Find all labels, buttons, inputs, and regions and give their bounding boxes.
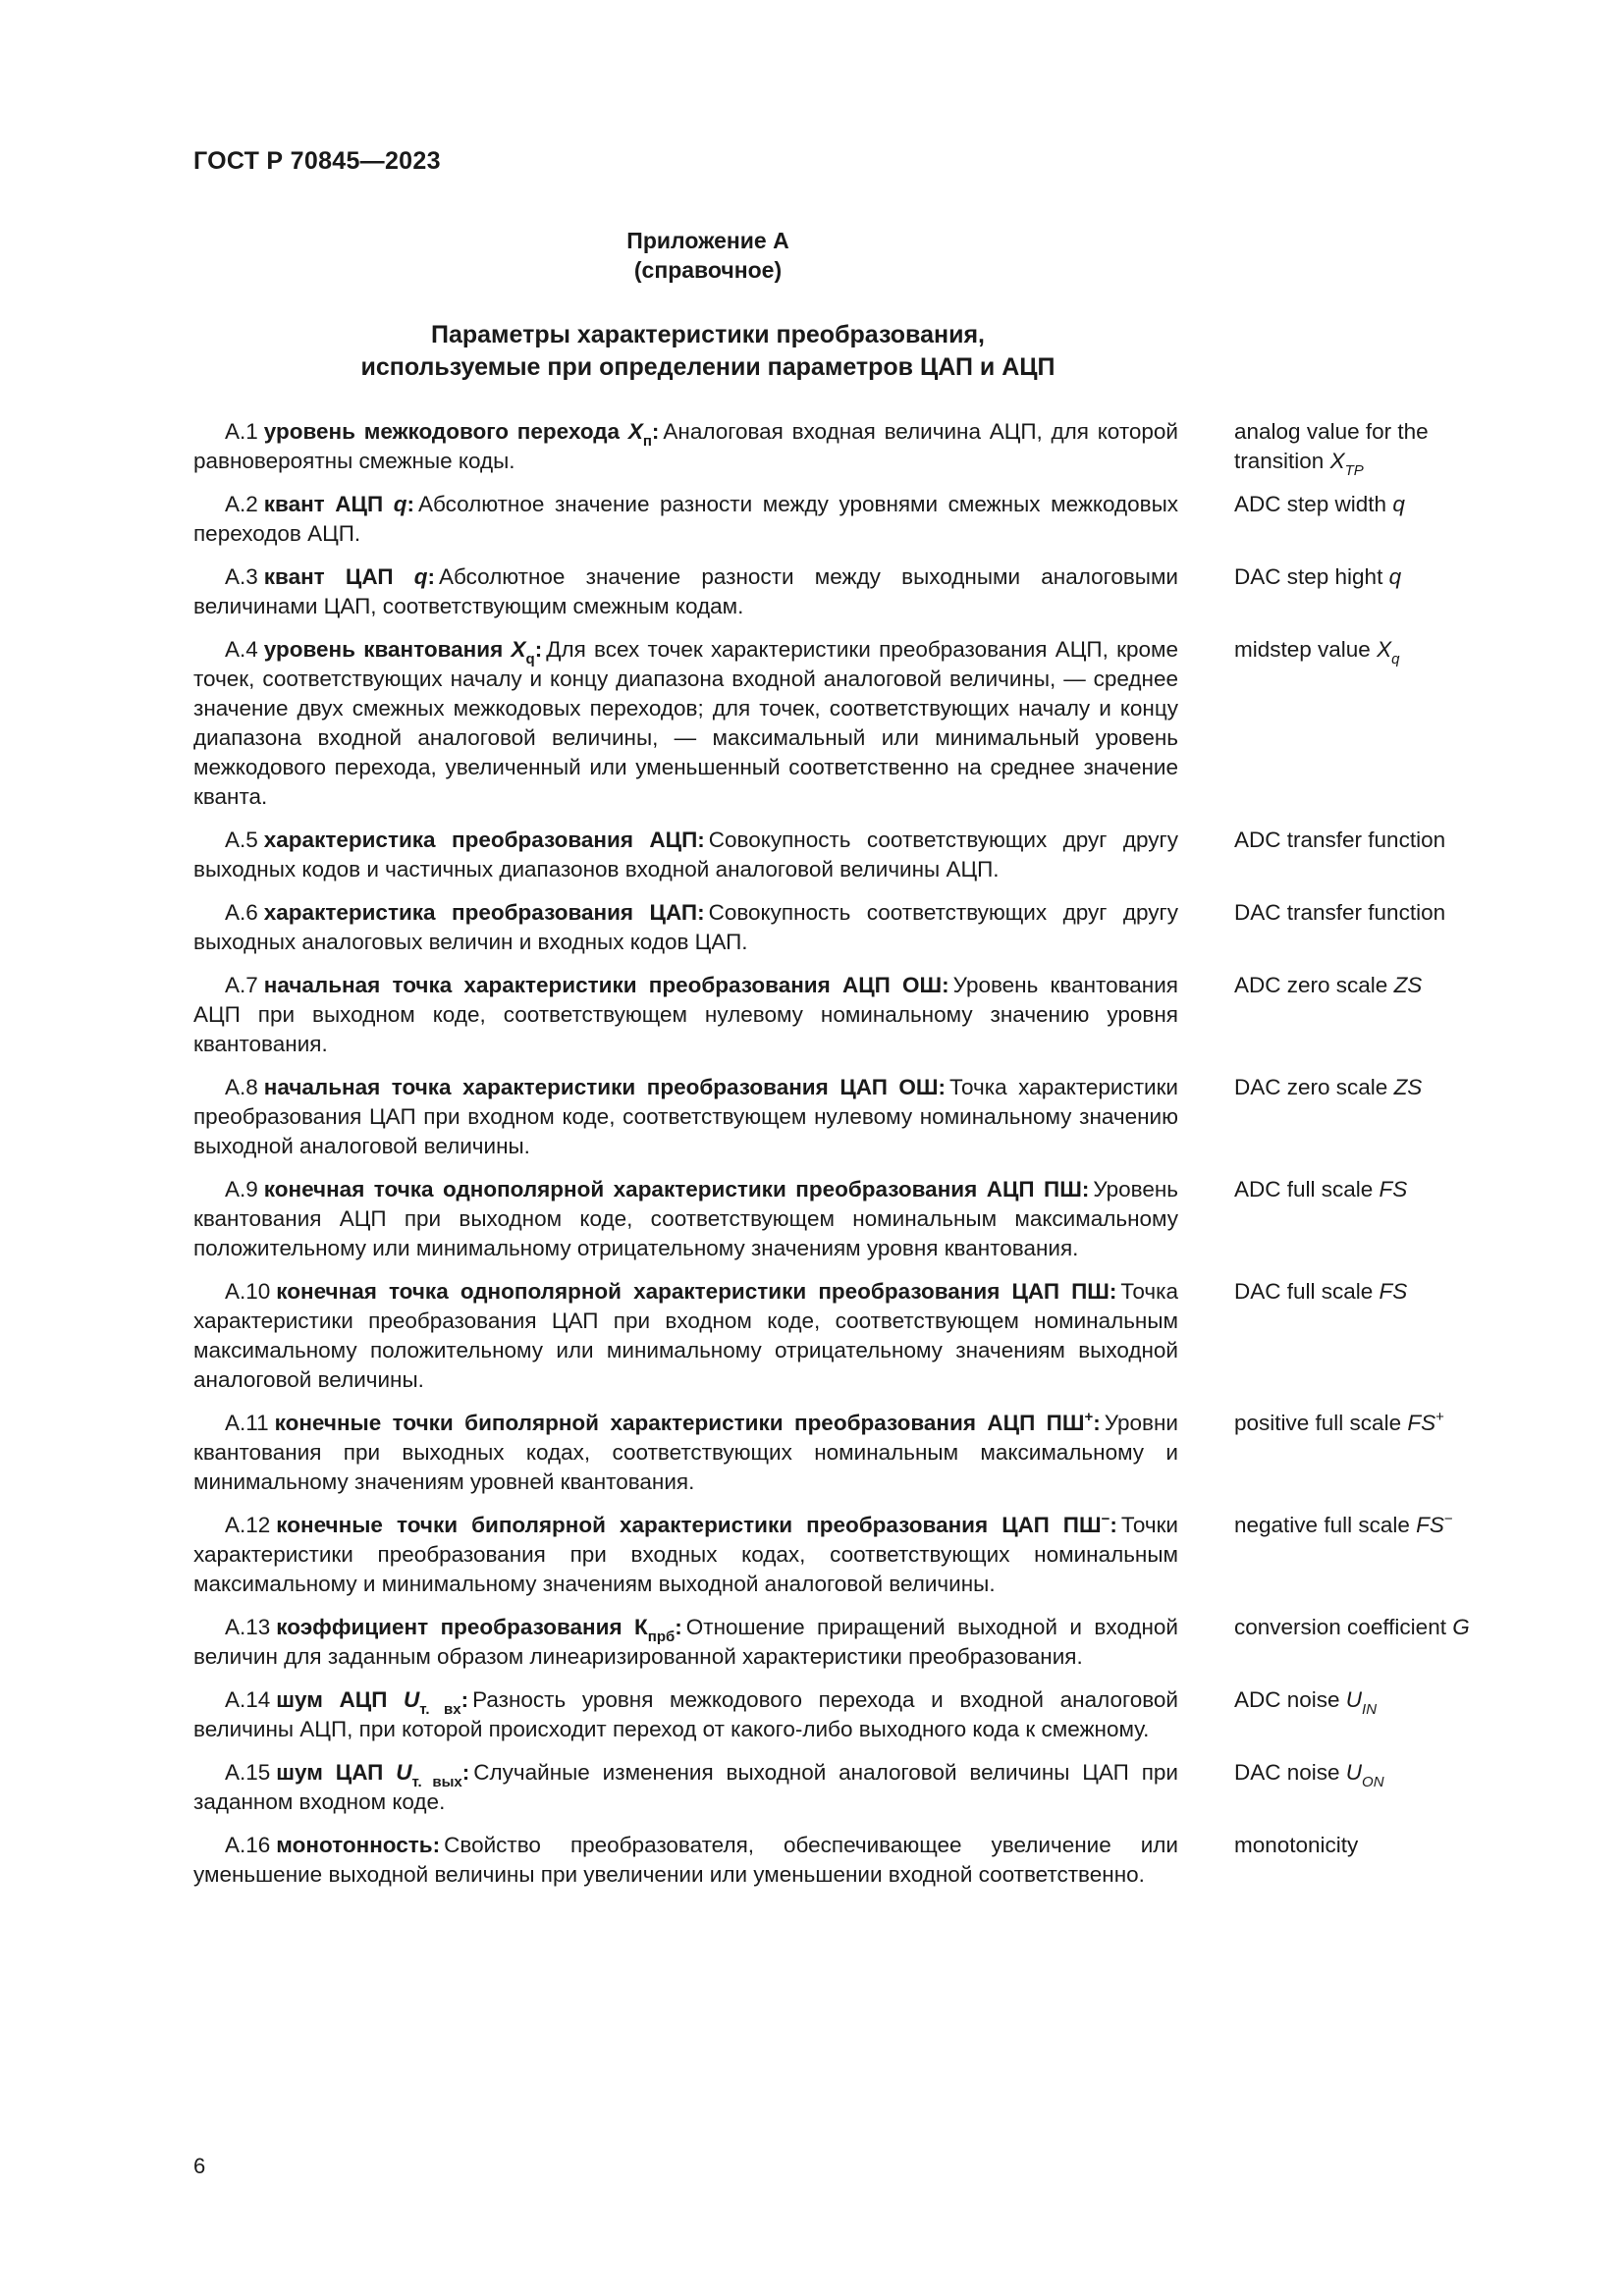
- english-term: DAC noise: [1234, 1760, 1346, 1785]
- term-english-equivalent: [1234, 635, 1499, 812]
- term-number: А.13: [225, 1615, 271, 1639]
- term-name: конечная точка однополярной характеристики преобразования АЦП ПШ: [263, 1177, 1082, 1201]
- term-number: А.16: [225, 1833, 271, 1857]
- term-text: Уровни квантования при выходных кодах, соответствующих номинальным максимальному и минимальному значениям уровней квантования.: [193, 1411, 1178, 1494]
- term-text: Уровень квантования АЦП при выходном коде, соответствующем нулевому номинальному значению уровня квантования.: [193, 973, 1178, 1056]
- term-symbol: X: [511, 637, 526, 662]
- term-colon: :: [406, 492, 414, 516]
- term-entry: [193, 971, 1499, 1059]
- english-symbol-subscript: IN: [1362, 1701, 1378, 1718]
- term-name: начальная точка характеристики преобразования ЦАП ОШ: [263, 1075, 939, 1099]
- term-symbol-superscript: −: [1101, 1511, 1110, 1527]
- term-number: А.11: [225, 1411, 269, 1435]
- term-colon: :: [427, 564, 435, 589]
- term-definition: [193, 1073, 1178, 1161]
- term-english-equivalent: [1234, 490, 1499, 549]
- term-text: Точка характеристики преобразования ЦАП при входном коде, соответствующем нулевому номинальному значению выходной аналоговой величины.: [193, 1075, 1178, 1158]
- term-entry: [193, 1073, 1499, 1161]
- term-text: Уровень квантования АЦП при выходном коде, соответствующем номинальным максимальному положительному или минимальному отрицательному значениям уровня квантования.: [193, 1177, 1178, 1260]
- term-entry: [193, 1511, 1499, 1599]
- term-number: А.14: [225, 1687, 271, 1712]
- term-name: квант АЦП: [263, 492, 394, 516]
- english-symbol-superscript: −: [1443, 1511, 1453, 1527]
- term-symbol-subscript: прб: [647, 1629, 676, 1645]
- english-symbol: q: [1388, 564, 1402, 589]
- term-number: А.6: [225, 900, 258, 925]
- term-colon: :: [432, 1833, 441, 1857]
- page-number: 6: [193, 2154, 206, 2178]
- english-term: DAC step hight: [1234, 564, 1389, 589]
- english-term: ADC noise: [1234, 1687, 1346, 1712]
- term-number: А.9: [225, 1177, 258, 1201]
- term-symbol-superscript: +: [1084, 1409, 1094, 1425]
- term-colon: :: [461, 1760, 470, 1785]
- term-symbol: q: [393, 492, 407, 516]
- english-term: ADC full scale: [1234, 1177, 1380, 1201]
- term-text: Случайные изменения выходной аналоговой величины ЦАП при заданном входном коде.: [193, 1760, 1178, 1814]
- term-text: Совокупность соответствующих друг другу выходных аналоговых величин и входных кодов ЦАП.: [193, 900, 1179, 954]
- english-symbol-subscript: TP: [1344, 462, 1364, 479]
- term-colon: :: [1110, 1513, 1117, 1537]
- term-definition: [193, 1409, 1178, 1497]
- english-term: DAC transfer function: [1234, 900, 1446, 925]
- term-symbol: X: [627, 419, 643, 444]
- term-english-equivalent: [1234, 1175, 1499, 1263]
- term-text: Абсолютное значение разности между уровнями смежных межкодовых переходов АЦП.: [193, 492, 1179, 546]
- term-entry: [193, 1831, 1499, 1890]
- english-term: conversion coefficient: [1234, 1615, 1453, 1639]
- term-english-equivalent: [1234, 1409, 1499, 1497]
- title-line-2: используемые при определении параметров ЦАП и АЦП: [360, 353, 1056, 381]
- term-number: А.5: [225, 828, 258, 852]
- appendix-label: Приложение А: [626, 228, 789, 253]
- term-name: конечные точки биполярной характеристики преобразования АЦП ПШ: [274, 1411, 1085, 1435]
- term-name: характеристика преобразования АЦП: [263, 828, 698, 852]
- title-line-1: Параметры характеристики преобразования,: [430, 321, 986, 348]
- english-term: ADC transfer function: [1234, 828, 1446, 852]
- english-symbol: FS: [1379, 1177, 1408, 1201]
- term-definition: [193, 1511, 1178, 1599]
- term-number: А.10: [225, 1279, 271, 1304]
- term-entry: [193, 635, 1499, 812]
- term-name: монотонность: [276, 1833, 433, 1857]
- term-number: А.2: [225, 492, 258, 516]
- term-symbol: U: [396, 1760, 412, 1785]
- term-definition: [193, 1831, 1178, 1890]
- term-colon: :: [697, 828, 705, 852]
- term-english-equivalent: [1234, 562, 1499, 621]
- term-name: уровень межкодового перехода: [263, 419, 628, 444]
- term-definition: [193, 635, 1178, 812]
- term-definition: [193, 1685, 1178, 1744]
- term-english-equivalent: [1234, 1685, 1499, 1744]
- english-symbol-subscript: q: [1391, 651, 1400, 667]
- term-colon: :: [534, 637, 543, 662]
- term-colon: :: [697, 900, 705, 925]
- english-symbol: G: [1452, 1615, 1470, 1639]
- term-text: Разность уровня межкодового перехода и входной аналоговой величины АЦП, при которой происходит переход от какого-либо выходного кода к смежному.: [193, 1687, 1178, 1741]
- appendix-heading: [0, 226, 1416, 285]
- term-symbol: U: [404, 1687, 420, 1712]
- term-entry: [193, 826, 1499, 884]
- appendix-type: (справочное): [633, 257, 783, 283]
- english-term: DAC zero scale: [1234, 1075, 1394, 1099]
- english-symbol: U: [1345, 1760, 1363, 1785]
- term-colon: :: [1081, 1177, 1090, 1201]
- term-entry: [193, 562, 1499, 621]
- english-symbol-superscript: +: [1435, 1409, 1444, 1425]
- term-entry: [193, 1409, 1499, 1497]
- term-definition: [193, 1277, 1178, 1395]
- term-number: А.12: [225, 1513, 271, 1537]
- english-term: analog value for the transition: [1234, 419, 1429, 473]
- term-name: начальная точка характеристики преобразования АЦП ОШ: [263, 973, 943, 997]
- term-text: Свойство преобразователя, обеспечивающее увеличение или уменьшение выходной величины при увеличении или уменьшении входной соответственно.: [193, 1833, 1178, 1887]
- term-definition: [193, 1613, 1178, 1672]
- term-entry: [193, 1175, 1499, 1263]
- term-name: шум ЦАП: [276, 1760, 397, 1785]
- term-definition: [193, 562, 1178, 621]
- term-number: А.1: [225, 419, 258, 444]
- term-name: конечные точки биполярной характеристики преобразования ЦАП ПШ: [276, 1513, 1102, 1537]
- term-text: Отношение приращений выходной и входной величин для заданным образом линеаризированной характеристики преобразования.: [193, 1615, 1178, 1669]
- term-entry: [193, 1685, 1499, 1744]
- english-symbol: U: [1345, 1687, 1363, 1712]
- term-definition: [193, 1175, 1178, 1263]
- term-text: Совокупность соответствующих друг другу выходных кодов и частичных диапазонов входной аналоговой величины АЦП.: [193, 828, 1179, 881]
- term-english-equivalent: [1234, 1511, 1499, 1599]
- term-name: конечная точка однополярной характеристики преобразования ЦАП ПШ: [276, 1279, 1110, 1304]
- term-text: Аналоговая входная величина АЦП, для которой равновероятны смежные коды.: [193, 419, 1178, 473]
- term-definition: [193, 826, 1178, 884]
- term-entry: [193, 1758, 1499, 1817]
- term-definition: [193, 490, 1178, 549]
- term-definition: [193, 898, 1178, 957]
- term-entry: [193, 490, 1499, 549]
- english-symbol: X: [1329, 449, 1345, 473]
- english-symbol: FS: [1379, 1279, 1408, 1304]
- term-colon: :: [675, 1615, 682, 1639]
- term-colon: :: [942, 973, 949, 997]
- term-colon: :: [1093, 1411, 1101, 1435]
- page-title: [0, 319, 1416, 384]
- term-english-equivalent: [1234, 971, 1499, 1059]
- term-english-equivalent: [1234, 898, 1499, 957]
- term-number: А.4: [225, 637, 258, 662]
- term-english-equivalent: [1234, 1277, 1499, 1395]
- term-symbol-subscript: т. вых: [411, 1774, 462, 1790]
- term-name: уровень квантования: [263, 637, 512, 662]
- term-text: Точки характеристики преобразования при входных кодах, соответствующих номинальным максимальному и минимальному значениям выходной аналоговой величины.: [193, 1513, 1178, 1596]
- term-entry: [193, 417, 1499, 479]
- english-symbol: FS: [1407, 1411, 1436, 1435]
- english-term: negative full scale: [1234, 1513, 1417, 1537]
- term-symbol-subscript: т. вх: [419, 1701, 461, 1718]
- term-name: характеристика преобразования ЦАП: [263, 900, 698, 925]
- term-number: А.7: [225, 973, 258, 997]
- english-symbol: ZS: [1393, 973, 1423, 997]
- term-definition: [193, 417, 1178, 476]
- english-term: monotonicity: [1234, 1833, 1359, 1857]
- term-text: Точка характеристики преобразования ЦАП при входном коде, соответствующем номинальным максимальному положительному или минимальному отрицательному значениям выходной аналоговой величины.: [193, 1279, 1178, 1392]
- english-term: DAC full scale: [1234, 1279, 1380, 1304]
- term-english-equivalent: [1234, 826, 1499, 884]
- english-symbol: ZS: [1393, 1075, 1423, 1099]
- term-entry: [193, 898, 1499, 957]
- english-symbol: X: [1377, 637, 1392, 662]
- term-symbol-subscript: п: [642, 433, 652, 450]
- english-term: ADC zero scale: [1234, 973, 1394, 997]
- term-definition: [193, 971, 1178, 1059]
- term-symbol-subscript: q: [525, 651, 535, 667]
- english-term: positive full scale: [1234, 1411, 1408, 1435]
- term-text: Для всех точек характеристики преобразования АЦП, кроме точек, соответствующих началу и концу диапазона входной аналоговой величины, — среднее значение двух смежных межкодовых переходов; для точек, соответствующих началу и концу диапазона входной аналоговой величины, — максимальный или минимальный уровень межкодового перехода, увеличенный или уменьшенный соответственно на среднее значение кванта.: [193, 637, 1178, 809]
- term-entry: [193, 1277, 1499, 1395]
- term-colon: :: [1109, 1279, 1117, 1304]
- term-english-equivalent: [1234, 1613, 1499, 1672]
- term-colon: :: [460, 1687, 469, 1712]
- english-term: midstep value: [1234, 637, 1378, 662]
- term-colon: :: [651, 419, 660, 444]
- term-english-equivalent: [1234, 417, 1499, 479]
- term-entry: [193, 1613, 1499, 1672]
- term-number: А.3: [225, 564, 258, 589]
- term-english-equivalent: [1234, 1073, 1499, 1161]
- term-name: шум АЦП: [276, 1687, 405, 1712]
- term-colon: :: [938, 1075, 947, 1099]
- english-symbol: q: [1392, 492, 1405, 516]
- term-english-equivalent: [1234, 1758, 1499, 1817]
- english-symbol: FS: [1416, 1513, 1444, 1537]
- term-number: А.8: [225, 1075, 258, 1099]
- term-name: квант ЦАП: [263, 564, 414, 589]
- english-term: ADC step width: [1234, 492, 1393, 516]
- term-english-equivalent: [1234, 1831, 1499, 1890]
- term-text: Абсолютное значение разности между выходными аналоговыми величинами ЦАП, соответствующим смежным кодам.: [193, 564, 1178, 618]
- english-symbol-subscript: ON: [1362, 1774, 1384, 1790]
- term-name: коэффициент преобразования К: [276, 1615, 648, 1639]
- document-code: ГОСТ Р 70845—2023: [193, 147, 441, 175]
- terms-list: [193, 417, 1499, 1903]
- term-number: А.15: [225, 1760, 271, 1785]
- term-symbol: q: [413, 564, 428, 589]
- term-definition: [193, 1758, 1178, 1817]
